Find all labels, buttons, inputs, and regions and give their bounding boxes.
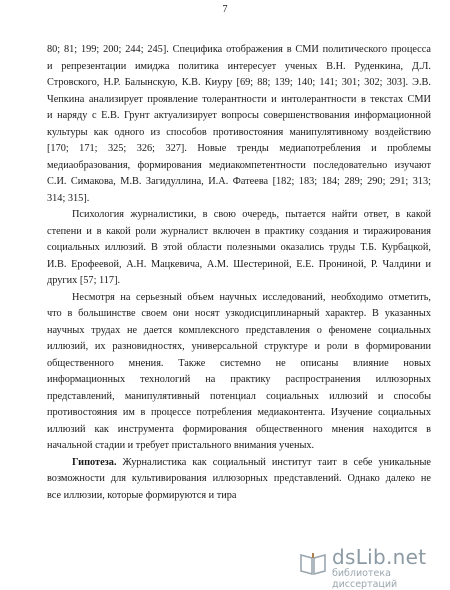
text-line: все иллюзии, которые формируются и тира xyxy=(47,489,237,501)
text-line: 314; 315]. xyxy=(47,192,90,204)
text-line: информационных технологий на практику распространения иллюзорных xyxy=(47,374,431,385)
watermark-subtitle: библиотека диссертаций xyxy=(332,568,398,590)
text-line: иллюзий, их разновидностях, универсальной структуре и роли в формировании xyxy=(47,341,431,352)
text-line: С.И. Симакова, М.В. Загидуллина, И.А. Фатеева [182; 183; 184; 289; 290; 291; 313; xyxy=(47,176,431,187)
text-line: культуры как одного из способов противостояния манипулятивному воздействию xyxy=(47,126,431,138)
text-line: и репрезентации имиджа политика интересует ученых В.Н. Руденкина, Д.Л. xyxy=(47,60,431,72)
hypothesis-label: Гипотеза. xyxy=(72,456,117,468)
text-line: Психология журналистики, в свою очередь, пытается найти ответ, в какой xyxy=(72,209,431,220)
text-fragment: Журналистика как социальный институт таит в себе уникальные xyxy=(122,456,431,468)
text-line: что в большинстве своем они носят узкодисциплинарный характер. В указанных xyxy=(47,308,431,319)
text-line: других [57; 117]. xyxy=(47,275,121,286)
text-line: возможности для культивирования иллюзорных представлений. Однако далеко не xyxy=(47,473,431,484)
page-number: 7 xyxy=(222,4,228,15)
text-line: Несмотря на серьезный объем научных исследований, необходимо отметить, xyxy=(72,291,431,303)
text-line: представлений, манипулятивный потенциал социальных иллюзий и способы xyxy=(47,390,431,402)
text-line: и наряду с Е.В. Грунт актуализирует вопросы совершенствования информационной xyxy=(47,110,431,121)
text-line: начальной стадии и требует пристального внимания ученых. xyxy=(47,440,315,451)
text-line: научных трудах не дается комплексного представления о феномене социальных xyxy=(47,324,431,336)
text-line: Чепкина анализирует проявление толерантности и интолерантности в текстах СМИ xyxy=(47,93,431,105)
text-line: общественного мнения. Также системно не описаны влияние новых xyxy=(47,357,431,369)
hypothesis-line xyxy=(47,455,431,472)
watermark-title: dsLib.net xyxy=(332,545,427,569)
watermark xyxy=(294,545,444,590)
text-line: медиаобразования, формирования медиакомпетентности последовательно изучают xyxy=(47,159,431,171)
text-line: степени и в какой роли журналист включен в практику создания и тиражирования xyxy=(47,225,431,237)
text-line: 80; 81; 199; 200; 244; 245]. Специфика отображения в СМИ политического процесса xyxy=(47,44,431,55)
book-icon xyxy=(298,550,328,576)
text-line: противостояния им в процессе потребления медиаконтента. Изучение социальных xyxy=(47,407,431,418)
body-text xyxy=(47,42,431,504)
text-line: [170; 171; 325; 326; 327]. Новые тренды медиапотребления и проблемы xyxy=(47,143,431,154)
text-line: социальных иллюзий. В этой области полезными оказались труды Т.Б. Курбацкой, xyxy=(47,242,431,253)
text-line: И.В. Ерофеевой, А.Н. Мацкевича, А.М. Шестериной, Е.Е. Прониной, Р. Чалдини и xyxy=(47,258,431,270)
text-line: Стровского, Н.Р. Балынскую, К.В. Киуру [69; 88; 139; 140; 141; 301; 302; 303]. Э.В. xyxy=(47,77,431,88)
text-line: иллюзий как инструмента формирования общественного мнения находится в xyxy=(47,423,431,435)
